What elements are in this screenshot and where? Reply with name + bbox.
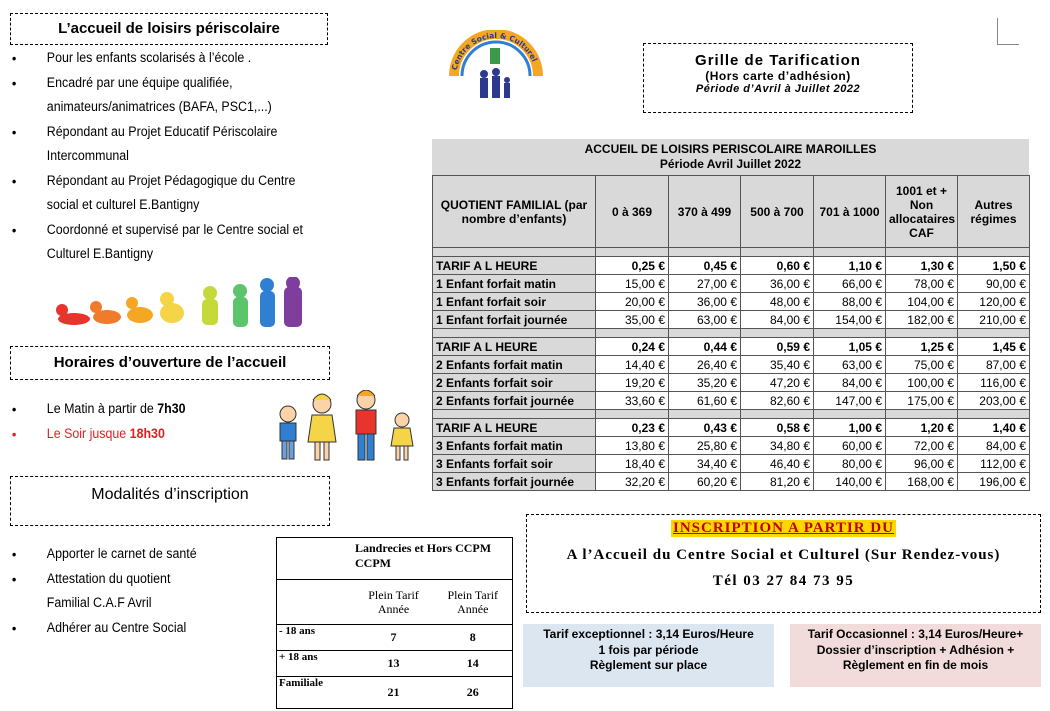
price-cell: 1,00 € — [814, 419, 886, 437]
price-cell: 36,00 € — [741, 275, 814, 293]
price-cell: 154,00 € — [814, 311, 886, 329]
row-label: 3 Enfants forfait soir — [433, 455, 596, 473]
price-cell: 1,45 € — [958, 338, 1030, 356]
separator-cell — [433, 410, 596, 419]
adhesion-row-v1: 13 — [354, 651, 434, 677]
price-cell: 0,58 € — [741, 419, 814, 437]
header-col-6: Autres régimes — [958, 176, 1030, 248]
price-cell: 61,60 € — [669, 392, 741, 410]
adhesion-row-v2: 26 — [434, 677, 513, 709]
adhesion-row-v2: 8 — [434, 625, 513, 651]
price-cell: 1,10 € — [814, 257, 886, 275]
adhesion-table — [276, 537, 513, 709]
price-cell: 1,05 € — [814, 338, 886, 356]
accueil-bullet-3 — [10, 120, 304, 169]
row-label: TARIF A L HEURE — [433, 419, 596, 437]
horaires-soir-time: 18h30 — [129, 425, 165, 441]
price-cell: 120,00 € — [958, 293, 1030, 311]
price-cell: 20,00 € — [596, 293, 669, 311]
price-cell: 0,25 € — [596, 257, 669, 275]
price-cell: 48,00 € — [741, 293, 814, 311]
price-cell: 0,23 € — [596, 419, 669, 437]
price-cell: 0,60 € — [741, 257, 814, 275]
price-cell: 35,20 € — [669, 374, 741, 392]
accueil-bullet-2-text: Encadré par une équipe qualifiée, — [46, 74, 233, 90]
adhesion-head-col-2: Plein Tarif Année — [434, 580, 513, 625]
pricing-table-title: ACCUEIL DE LOISIRS PERISCOLAIRE MAROILLES — [584, 142, 877, 156]
modalites-bullet-3: • Adhérer au Centre Social — [10, 616, 249, 641]
modalites-title-text: Modalités d’inscription — [91, 486, 249, 503]
price-cell: 140,00 € — [814, 473, 886, 491]
row-label: TARIF A L HEURE — [433, 257, 596, 275]
price-cell: 60,20 € — [669, 473, 741, 491]
header-col-5: 1001 et + Non allocataires CAF — [886, 176, 958, 248]
price-cell: 84,00 € — [958, 437, 1030, 455]
separator-cell — [814, 410, 886, 419]
tarif-box — [643, 43, 913, 113]
horaires-title: Horaires d’ouverture de l’accueil — [10, 346, 330, 380]
price-cell: 60,00 € — [814, 437, 886, 455]
price-cell: 1,50 € — [958, 257, 1030, 275]
price-cell: 26,40 € — [669, 356, 741, 374]
price-cell: 84,00 € — [741, 311, 814, 329]
modalites-bullet-2 — [10, 567, 249, 616]
separator-cell — [886, 248, 958, 257]
accueil-bullet-5 — [10, 218, 304, 267]
accueil-bullet-2-cont: animateurs/animatrices (BAFA, PSC1,...) — [46, 99, 272, 114]
separator-cell — [958, 329, 1030, 338]
separator-cell — [958, 248, 1030, 257]
tarif-title: Grille de Tarification — [695, 52, 861, 69]
row-label: 1 Enfant forfait soir — [433, 293, 596, 311]
tarif-occasionnel-note — [790, 624, 1041, 687]
accueil-bullet-3-cont: Intercommunal — [46, 148, 129, 163]
price-cell: 35,00 € — [596, 311, 669, 329]
price-cell: 0,24 € — [596, 338, 669, 356]
price-cell: 1,25 € — [886, 338, 958, 356]
price-cell: 72,00 € — [886, 437, 958, 455]
separator-cell — [596, 329, 669, 338]
header-quotient: QUOTIENT FAMILIAL (par nombre d’enfants) — [433, 176, 596, 248]
price-cell: 34,80 € — [741, 437, 814, 455]
separator-cell — [741, 248, 814, 257]
accueil-title: L’accueil de loisirs périscolaire — [10, 13, 328, 45]
header-col-2: 370 à 499 — [669, 176, 741, 248]
separator-cell — [596, 410, 669, 419]
adhesion-head-empty — [277, 580, 354, 625]
header-col-4: 701 à 1000 — [814, 176, 886, 248]
price-cell: 32,20 € — [596, 473, 669, 491]
note-blue-line-1: Tarif exceptionnel : 3,14 Euros/Heure — [543, 627, 754, 641]
table-row — [433, 356, 1030, 374]
price-cell: 175,00 € — [886, 392, 958, 410]
inscription-location: A l’Accueil du Centre Social et Culturel (Sur Rendez-vous) — [566, 547, 1001, 563]
table-row — [433, 257, 1030, 275]
price-cell: 80,00 € — [814, 455, 886, 473]
accueil-bullet-4-text: Répondant au Projet Pédagogique du Centre — [46, 172, 296, 188]
accueil-list — [10, 46, 330, 267]
horaires-matin-time: 7h30 — [157, 401, 186, 416]
modalites-title — [10, 476, 330, 526]
table-row — [433, 311, 1030, 329]
modalites-bullet-2-cont: Familial C.A.F Avril — [46, 595, 152, 610]
table-row — [433, 374, 1030, 392]
price-cell: 47,20 € — [741, 374, 814, 392]
price-cell: 112,00 € — [958, 455, 1030, 473]
horaires-list — [10, 397, 250, 446]
adhesion-row-label: Familiale — [277, 677, 354, 709]
price-cell: 0,44 € — [669, 338, 741, 356]
accueil-bullet-4-cont: social et culturel E.Bantigny — [46, 197, 200, 212]
price-cell: 196,00 € — [958, 473, 1030, 491]
price-cell: 168,00 € — [886, 473, 958, 491]
table-row — [433, 338, 1030, 356]
price-cell: 87,00 € — [958, 356, 1030, 374]
accueil-bullet-1: • Pour les enfants scolarisés à l’école . — [10, 46, 304, 71]
pricing-table-subtitle: Période Avril Juillet 2022 — [659, 157, 802, 171]
separator-cell — [814, 329, 886, 338]
accueil-bullet-2 — [10, 71, 304, 120]
accueil-bullet-4 — [10, 169, 304, 218]
modalites-list — [10, 542, 270, 640]
separator-cell — [669, 410, 741, 419]
adhesion-head-col-1: Plein Tarif Année — [354, 580, 434, 625]
inscription-phone: Tél 03 27 84 73 95 — [712, 573, 855, 589]
adhesion-row — [277, 651, 513, 677]
separator-cell — [433, 329, 596, 338]
accueil-bullet-5-text: Coordonné et supervisé par le Centre social et — [46, 221, 303, 237]
price-cell: 1,30 € — [886, 257, 958, 275]
adhesion-row-label: + 18 ans — [277, 651, 354, 677]
inscription-box — [526, 514, 1041, 613]
row-label: 2 Enfants forfait matin — [433, 356, 596, 374]
adhesion-title-row — [277, 538, 513, 580]
price-cell: 13,80 € — [596, 437, 669, 455]
table-row — [433, 437, 1030, 455]
price-cell: 63,00 € — [669, 311, 741, 329]
pricing-grid-separator — [433, 410, 1030, 419]
separator-cell — [669, 248, 741, 257]
note-pink-line-2: Dossier d’inscription + Adhésion + — [816, 642, 1015, 657]
logo-text: Centre Social & Culturel — [449, 30, 540, 72]
price-cell: 66,00 € — [814, 275, 886, 293]
separator-cell — [669, 329, 741, 338]
price-cell: 147,00 € — [814, 392, 886, 410]
price-cell: 0,45 € — [669, 257, 741, 275]
row-label: TARIF A L HEURE — [433, 338, 596, 356]
row-label: 3 Enfants forfait journée — [433, 473, 596, 491]
adhesion-title: Landrecies et Hors CCPM CCPM — [277, 538, 513, 580]
corner-mark — [997, 18, 1019, 45]
price-cell: 34,40 € — [669, 455, 741, 473]
price-cell: 84,00 € — [814, 374, 886, 392]
note-pink-line-3: Règlement en fin de mois — [842, 658, 989, 672]
adhesion-row-label: - 18 ans — [277, 625, 354, 651]
price-cell: 15,00 € — [596, 275, 669, 293]
horaires-matin-label: Le Matin à partir de — [46, 401, 158, 416]
separator-cell — [741, 410, 814, 419]
pricing-table-header — [432, 139, 1029, 175]
price-cell: 116,00 € — [958, 374, 1030, 392]
separator-cell — [886, 329, 958, 338]
separator-cell — [433, 248, 596, 257]
price-cell: 63,00 € — [814, 356, 886, 374]
adhesion-row-v1: 7 — [354, 625, 434, 651]
price-cell: 96,00 € — [886, 455, 958, 473]
price-cell: 88,00 € — [814, 293, 886, 311]
price-cell: 33,60 € — [596, 392, 669, 410]
note-blue-line-3: Règlement sur place — [589, 658, 708, 672]
horaires-soir-label: Le Soir jusque — [46, 425, 130, 441]
price-cell: 1,20 € — [886, 419, 958, 437]
price-cell: 35,40 € — [741, 356, 814, 374]
tarif-period: Période d’Avril à Juillet 2022 — [695, 83, 861, 95]
price-cell: 36,00 € — [669, 293, 741, 311]
price-cell: 203,00 € — [958, 392, 1030, 410]
table-row — [433, 275, 1030, 293]
table-row — [433, 419, 1030, 437]
row-label: 2 Enfants forfait soir — [433, 374, 596, 392]
row-label: 3 Enfants forfait matin — [433, 437, 596, 455]
accueil-bullet-5-cont: Culturel E.Bantigny — [46, 246, 154, 261]
modalites-bullet-2-text: Attestation du quotient — [46, 570, 171, 586]
note-blue-line-2: 1 fois par période — [598, 642, 699, 657]
price-cell: 82,60 € — [741, 392, 814, 410]
note-pink-line-1: Tarif Occasionnel : 3,14 Euros/Heure+ — [807, 627, 1024, 641]
price-cell: 19,20 € — [596, 374, 669, 392]
babies-illustration — [52, 277, 310, 331]
price-cell: 25,80 € — [669, 437, 741, 455]
tarif-exceptionnel-note — [523, 624, 774, 687]
adhesion-row-v1: 21 — [354, 677, 434, 709]
price-cell: 27,00 € — [669, 275, 741, 293]
table-row — [433, 293, 1030, 311]
adhesion-row — [277, 677, 513, 709]
row-label: 2 Enfants forfait journée — [433, 392, 596, 410]
pricing-grid — [432, 175, 1030, 491]
separator-cell — [741, 329, 814, 338]
price-cell: 18,40 € — [596, 455, 669, 473]
adhesion-head-row — [277, 580, 513, 625]
price-cell: 100,00 € — [886, 374, 958, 392]
centre-social-logo — [444, 30, 548, 106]
pricing-grid-separator — [433, 248, 1030, 257]
row-label: 1 Enfant forfait matin — [433, 275, 596, 293]
price-cell: 210,00 € — [958, 311, 1030, 329]
header-col-3: 500 à 700 — [741, 176, 814, 248]
row-label: 1 Enfant forfait journée — [433, 311, 596, 329]
table-row — [433, 392, 1030, 410]
horaires-matin — [10, 397, 231, 422]
table-row — [433, 455, 1030, 473]
accueil-bullet-3-text: Répondant au Projet Educatif Périscolaire — [46, 123, 278, 139]
adhesion-row — [277, 625, 513, 651]
separator-cell — [814, 248, 886, 257]
adhesion-row-v2: 14 — [434, 651, 513, 677]
price-cell: 81,20 € — [741, 473, 814, 491]
price-cell: 104,00 € — [886, 293, 958, 311]
header-col-1: 0 à 369 — [596, 176, 669, 248]
price-cell: 1,40 € — [958, 419, 1030, 437]
price-cell: 0,43 € — [669, 419, 741, 437]
price-cell: 0,59 € — [741, 338, 814, 356]
price-cell: 75,00 € — [886, 356, 958, 374]
separator-cell — [958, 410, 1030, 419]
price-cell: 14,40 € — [596, 356, 669, 374]
modalites-bullet-1: • Apporter le carnet de santé — [10, 542, 249, 567]
kids-illustration — [270, 390, 420, 465]
price-cell: 182,00 € — [886, 311, 958, 329]
table-row — [433, 473, 1030, 491]
inscription-title: INSCRIPTION A PARTIR DU — [673, 520, 894, 536]
price-cell: 46,40 € — [741, 455, 814, 473]
pricing-grid-header-row — [433, 176, 1030, 248]
separator-cell — [596, 248, 669, 257]
separator-cell — [886, 410, 958, 419]
price-cell: 90,00 € — [958, 275, 1030, 293]
tarif-subtitle: (Hors carte d’adhésion) — [705, 69, 851, 83]
pricing-grid-separator — [433, 329, 1030, 338]
price-cell: 78,00 € — [886, 275, 958, 293]
pricing-table — [432, 139, 1029, 491]
horaires-soir — [10, 422, 231, 447]
